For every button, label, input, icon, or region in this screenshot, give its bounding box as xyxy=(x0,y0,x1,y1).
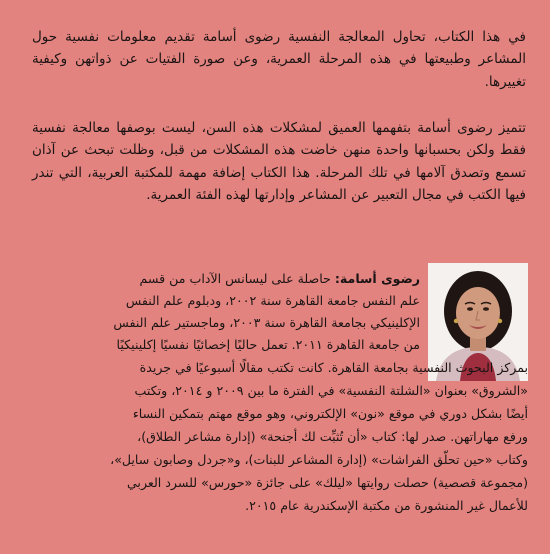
bio-line: علم النفس جامعة القاهرة سنة ٢٠٠٢، ودبلوم علم النفس xyxy=(125,293,420,308)
bio-line: للأعمال غير المنشورة من مكتبة الإسكندرية عام ٢٠١٥. xyxy=(245,498,528,513)
author-name: رضوى أسامة: xyxy=(334,271,420,286)
bio-line: وكتاب «حين تحلّق الفراشات» (إدارة المشاعر للبنات)، و«جردل وصابون سايل»، xyxy=(110,452,528,467)
description-paragraph-2: تتميز رضوى أسامة بتفهمها العميق لمشكلات هذه السن، ليست بوصفها معالجة نفسية فقط ولكن بحسبانها واحدة منهن خاضت هذه المشكلات من قبل، وظلت تبحث عن آذان تسمع وتصدق آلامها في تلك المرحلة. هذا الكتاب إضافة مهمة للمكتبة العربية، التي تندر فيها الكتب في مجال التعبير عن المشاعر وإدارتها لهذه الفئة العمرية. xyxy=(32,120,526,204)
bio-line: بمركز البحوث النفسية بجامعة القاهرة. كانت تكتب مقالًا أسبوعيًا في جريدة xyxy=(139,360,528,375)
bio-first-line-text: حاصلة على ليسانس الآداب من قسم xyxy=(139,271,335,286)
bio-line: «الشروق» بعنوان «الشلتة النفسية» في الفترة ما بين ٢٠٠٩ و ٢٠١٤، وتكتب xyxy=(134,383,528,398)
bio-line: ورفع مهاراتهن. صدر لها: كتاب «أن تُثبِّت لك أجنحة» (إدارة مشاعر الطلاق)، xyxy=(137,429,528,444)
bio-line xyxy=(140,268,420,290)
bio-line: الإكلينيكي بجامعة القاهرة سنة ٢٠٠٣، وماجستير علم النفس xyxy=(113,315,420,330)
bio-line: من جامعة القاهرة ٢٠١١. تعمل حاليًا إخصائيًا نفسيًا إكلينيكيًا xyxy=(116,337,420,352)
bio-line: أيضًا بشكل دوري في موقع «نون» الإلكتروني، وهو موقع مهتم بتمكين النساء xyxy=(132,406,528,421)
description-paragraph-1: في هذا الكتاب، تحاول المعالجة النفسية رضوى أسامة تقديم معلومات نفسية حول المشاعر وطبيعتها في هذه المرحلة العمرية، وعن صورة الفتيات عن ذواتهن وكيفية تغييرها. xyxy=(32,29,526,90)
bio-line: (مجموعة قصصية) حصلت روايتها «ليلك» على جائزة «حورس» للسرد العربي xyxy=(126,475,528,490)
